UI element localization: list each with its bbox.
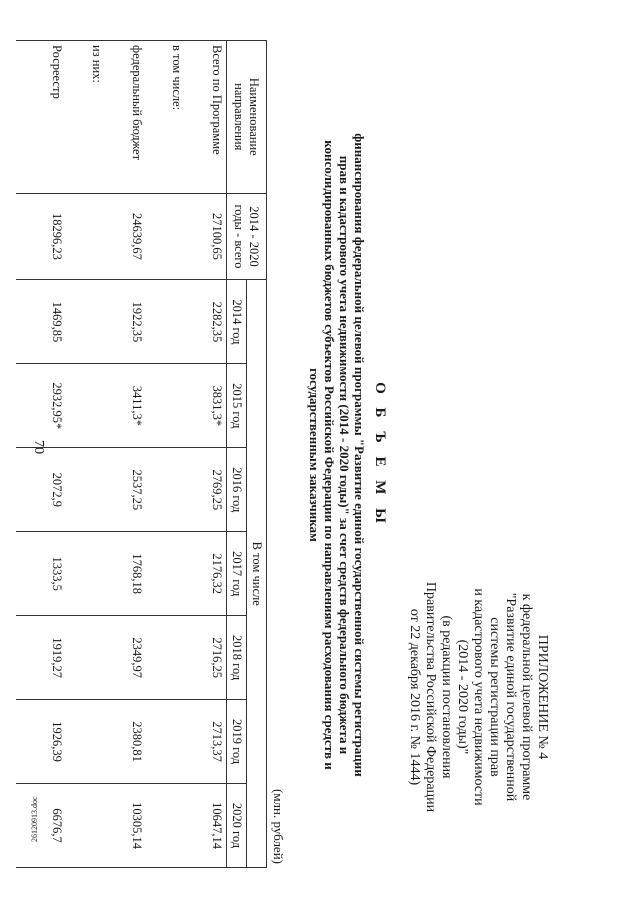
cell-value: 2072,9 <box>16 448 66 532</box>
heading-title: О Б Ъ Е М Ы <box>372 382 388 528</box>
cell-value: 2537,25 <box>106 448 146 532</box>
column-header-year: 2017 год <box>227 532 247 616</box>
cell-value: 10647,14 <box>186 784 227 868</box>
heading-line: финансирования федеральной целевой программы "Развитие единой государственной системы регистрации <box>352 133 367 777</box>
cell-value <box>66 448 106 532</box>
cell-value <box>146 280 186 364</box>
column-header-total: 2014 - 2020 годы - всего <box>227 193 267 280</box>
heading-line: консолидированных бюджетов субъектов Российской Федерации по направлениям расходования средств и <box>322 140 337 770</box>
cell-value: 2380,81 <box>106 700 146 784</box>
units-label: (млн. рублей) <box>271 789 286 864</box>
cell-value: 1768,18 <box>106 532 146 616</box>
row-name: Росреестр <box>16 41 66 194</box>
cell-value: 2716,25 <box>186 616 227 700</box>
cell-value <box>66 280 106 364</box>
cell-value: 1333,5 <box>16 532 66 616</box>
row-total: 27100,65 <box>186 193 227 280</box>
document-file-id: 26120913.doc <box>30 796 39 842</box>
cell-value <box>66 700 106 784</box>
document-content <box>50 40 550 870</box>
column-header-name: Наименование направления <box>227 41 267 194</box>
cell-value: 3831,3* <box>186 364 227 448</box>
appendix-line: к федеральной целевой программе <box>519 593 534 801</box>
funding-table <box>16 40 267 868</box>
table-row <box>186 41 227 868</box>
cell-value <box>66 784 106 868</box>
appendix-line: и кадастрового учета недвижимости <box>471 588 486 806</box>
cell-value <box>146 616 186 700</box>
appendix-line: Правительства Российской Федерации <box>423 581 438 813</box>
cell-value: 6676,7 <box>16 784 66 868</box>
cell-value: 2713,37 <box>186 700 227 784</box>
column-header-group: В том числе <box>247 280 267 868</box>
heading-line: государственным заказчикам <box>307 368 322 542</box>
appendix-line: от 22 декабря 2016 г. № 1444) <box>407 608 422 786</box>
row-total <box>66 193 106 280</box>
document-heading <box>307 40 388 870</box>
column-header-year: 2020 год <box>227 784 247 868</box>
table-row <box>16 41 66 868</box>
cell-value <box>146 448 186 532</box>
appendix-block <box>406 542 550 852</box>
cell-value <box>146 532 186 616</box>
cell-value <box>66 616 106 700</box>
cell-value: 1469,85 <box>16 280 66 364</box>
table-row <box>106 41 146 868</box>
cell-value: 2349,97 <box>106 616 146 700</box>
row-name: в том числе: <box>146 41 186 194</box>
appendix-line: системы регистрации прав <box>487 617 502 777</box>
appendix-line: (2014 - 2020 годы)" <box>455 639 470 755</box>
heading-line: прав и кадастрового учета недвижимости (2014 - 2020 годы)" за счет средств федерального бюджета и <box>337 155 352 755</box>
cell-value: 2932,95* <box>16 364 66 448</box>
appendix-line: (в редакции постановления <box>439 615 454 779</box>
column-header-year: 2015 год <box>227 364 247 448</box>
row-name: из них: <box>66 41 106 194</box>
cell-value: 2176,32 <box>186 532 227 616</box>
page-number: 70 <box>31 440 46 454</box>
row-name: Всего по Программе <box>186 41 227 194</box>
cell-value: 2282,35 <box>186 280 227 364</box>
row-total: 18296,23 <box>16 193 66 280</box>
table-row <box>146 41 186 868</box>
appendix-line: ПРИЛОЖЕНИЕ № 4 <box>535 634 550 760</box>
cell-value <box>146 784 186 868</box>
cell-value: 1922,35 <box>106 280 146 364</box>
row-total: 24639,67 <box>106 193 146 280</box>
row-name: федеральный бюджет <box>106 41 146 194</box>
cell-value: 1926,39 <box>16 700 66 784</box>
row-total <box>146 193 186 280</box>
cell-value <box>66 532 106 616</box>
cell-value: 3411,3* <box>106 364 146 448</box>
table-row <box>66 41 106 868</box>
cell-value <box>146 364 186 448</box>
cell-value: 10305,14 <box>106 784 146 868</box>
cell-value: 1919,27 <box>16 616 66 700</box>
cell-value: 2769,25 <box>186 448 227 532</box>
cell-value <box>146 700 186 784</box>
appendix-line: "Развитие единой государственной <box>503 592 518 802</box>
column-header-year: 2019 год <box>227 700 247 784</box>
column-header-year: 2016 год <box>227 448 247 532</box>
column-header-year: 2014 год <box>227 280 247 364</box>
column-header-year: 2018 год <box>227 616 247 700</box>
cell-value <box>66 364 106 448</box>
